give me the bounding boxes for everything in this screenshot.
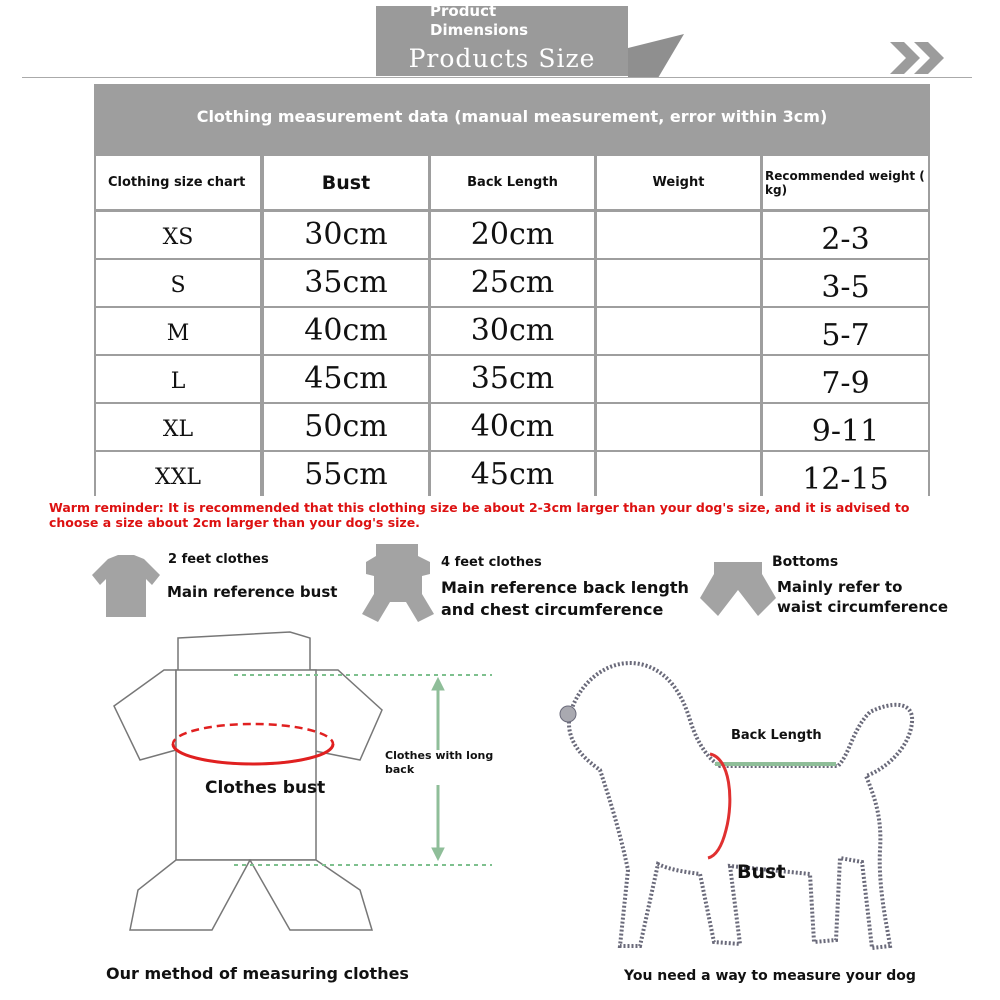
table-cell-col-back-length: 25cm [431, 260, 594, 306]
table-cell-col-bust: 30cm [264, 212, 428, 258]
table-cell-col-recommended-weight: 9-11 [763, 404, 928, 450]
clothes-bust-label: Clothes bust [205, 778, 326, 798]
bottoms-title: Bottoms [772, 554, 839, 570]
banner-swoosh-icon [628, 30, 688, 78]
bottoms-icon [700, 560, 776, 616]
table-header-col-back-length: Back Length [431, 156, 594, 209]
dog-back-length-label: Back Length [731, 728, 822, 743]
table-cell-col-back-length: 20cm [431, 212, 594, 258]
table-cell-col-recommended-weight: 5-7 [763, 308, 928, 354]
two-feet-title: 2 feet clothes [168, 552, 269, 567]
warning-text: Warm reminder: It is recommended that this clothing size be about 2-3cm larger than your dog's size, and it is advised to choose a size about 2cm larger than your dog's size. [49, 500, 910, 530]
double-chevron-icon [888, 40, 950, 76]
page-title: Products Size [408, 44, 596, 73]
table-cell-col-weight [597, 404, 760, 450]
table-cell-col-back-length: 45cm [431, 452, 594, 498]
table-header-col-size: Clothing size chart [96, 156, 260, 209]
length-label [385, 749, 493, 777]
table-cell-col-recommended-weight: 3-5 [763, 260, 928, 306]
dog-outline [569, 663, 912, 948]
table-cell-col-bust: 45cm [264, 356, 428, 402]
table-cell-col-bust: 40cm [264, 308, 428, 354]
clothes-caption: Our method of measuring clothes [106, 964, 409, 983]
four-feet-title: 4 feet clothes [441, 555, 542, 570]
two-feet-clothes-icon [90, 555, 162, 617]
length-label-2: back [385, 763, 415, 776]
table-cell-col-weight [597, 356, 760, 402]
table-cell-col-recommended-weight: 7-9 [763, 356, 928, 402]
table-title: Clothing measurement data (manual measurement, error within 3cm) [196, 107, 828, 126]
length-label-1: Clothes with long [385, 749, 494, 762]
table-cell-col-weight [597, 260, 760, 306]
right-sleeve [310, 670, 382, 760]
table-cell-col-size: XL [96, 404, 260, 450]
table-cell-col-size: XXL [96, 452, 260, 498]
table-header-col-weight: Weight [597, 156, 760, 209]
table-cell-col-size: S [96, 260, 260, 306]
left-leg [130, 860, 250, 930]
table-cell-col-recommended-weight: 12-15 [763, 452, 928, 498]
table-cell-col-back-length: 35cm [431, 356, 594, 402]
table-cell-col-size: XS [96, 212, 260, 258]
bottoms-desc-1: Mainly refer to [777, 578, 903, 596]
table-header-col-recommended-weight: Recommended weight ( kg) [763, 156, 928, 209]
table-cell-col-back-length: 30cm [431, 308, 594, 354]
table-cell-col-bust: 55cm [264, 452, 428, 498]
table-cell-col-recommended-weight: 2-3 [763, 212, 928, 258]
four-feet-clothes-icon [360, 542, 436, 624]
table-cell-col-weight [597, 308, 760, 354]
header-line-1: Product [430, 2, 497, 20]
two-feet-desc: Main reference bust [167, 583, 338, 601]
left-sleeve [114, 670, 176, 760]
dog-caption: You need a way to measure your dog [624, 968, 916, 984]
table-cell-col-weight [597, 452, 760, 498]
dog-bust-line [708, 754, 730, 858]
table-cell-col-weight [597, 212, 760, 258]
four-feet-desc-2: and chest circumference [441, 600, 664, 619]
dog-bust-label: Bust [737, 861, 786, 883]
table-cell-col-bust: 50cm [264, 404, 428, 450]
dog-diagram [550, 650, 930, 980]
table-cell-col-size: L [96, 356, 260, 402]
dog-nose-icon [560, 706, 576, 722]
header-subtitle [430, 2, 528, 40]
header-rule [22, 77, 972, 78]
table-cell-col-bust: 35cm [264, 260, 428, 306]
four-feet-desc-1: Main reference back length [441, 578, 689, 597]
header-line-2: Dimensions [430, 21, 529, 39]
table-cell-col-size: M [96, 308, 260, 354]
table-cell-col-back-length: 40cm [431, 404, 594, 450]
bottoms-desc-2: waist circumference [777, 598, 949, 616]
table-header-col-bust: Bust [264, 156, 428, 209]
right-leg [250, 860, 372, 930]
